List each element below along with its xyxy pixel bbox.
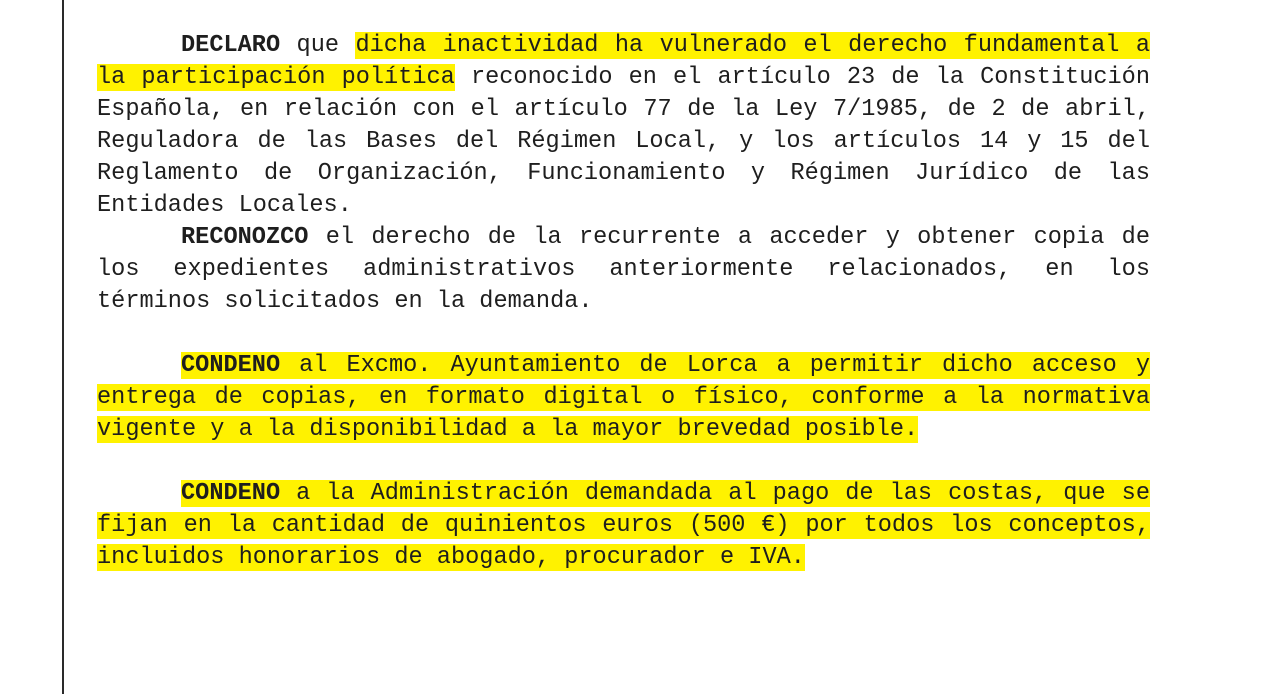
paragraph-condeno-acceso [97, 350, 1150, 446]
left-margin-rule [62, 0, 64, 694]
paragraph-lead: DECLARO [181, 32, 281, 59]
paragraph-reconozco [97, 222, 1150, 318]
document-body [97, 30, 1150, 574]
paragraph-condeno-costas [97, 478, 1150, 574]
highlighted-text: dicha inactividad ha vulnerado el derecho fundamental a la participación política [97, 32, 1150, 91]
highlighted-text: al Excmo. Ayuntamiento de Lorca a permitir dicho acceso y entrega de copias, en formato digital o físico, conforme a la normativa vigente y a la disponibilidad a la mayor brevedad posible. [97, 352, 1150, 443]
paragraph-spacer [97, 318, 1150, 350]
paragraph-spacer [97, 446, 1150, 478]
highlighted-text: a la Administración demandada al pago de las costas, que se fijan en la cantidad de quinientos euros (500 €) por todos los conceptos, incluidos honorarios de abogado, procurador e IVA. [97, 480, 1150, 571]
paragraph-declaro [97, 30, 1150, 222]
text-segment: reconocido en el artículo 23 de la Constitución Española, en relación con el artículo 77 de la Ley 7/1985, de 2 de abril, Reguladora de las Bases del Régimen Local, y los artículos 14 y 15 del Reglamento de Organización, Funcionamiento y Régimen Jurídico de las Entidades Locales. [97, 64, 1150, 219]
text-segment: que [280, 32, 356, 59]
paragraph-lead: CONDENO [181, 480, 281, 507]
text-segment: el derecho de la recurrente a acceder y obtener copia de los expedientes administrativos anteriormente relacionados, en los términos solicitados en la demanda. [97, 224, 1150, 315]
paragraph-lead: CONDENO [181, 352, 281, 379]
paragraph-lead: RECONOZCO [181, 224, 309, 251]
